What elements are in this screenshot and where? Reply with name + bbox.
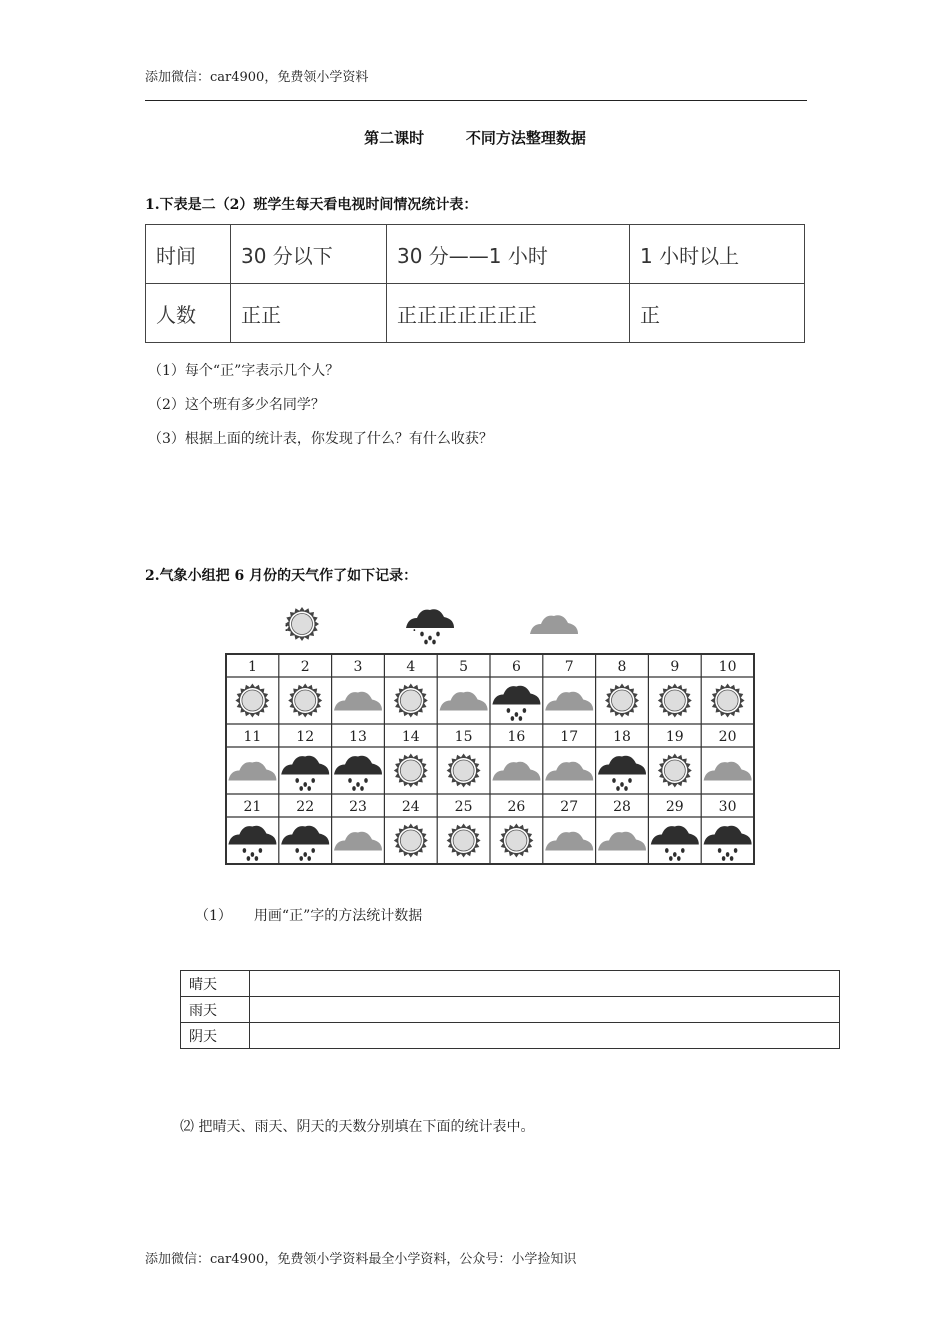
day-number: 29 [665,799,684,815]
sun-icon [285,607,319,641]
q1-sub2: （2）这个班有多少名同学？ [148,397,325,413]
cloud-icon [334,692,382,711]
cloud-icon [228,762,276,781]
day-number: 12 [296,729,315,745]
day-number: 27 [560,799,579,815]
rain-icon [651,826,699,861]
table-row [181,1023,840,1049]
tv-time-table [145,224,805,343]
day-number: 19 [665,729,684,745]
day-number: 20 [718,729,737,745]
day-number: 18 [613,729,631,745]
sun-icon [711,684,745,718]
table-row [146,284,805,343]
cloud-icon [545,762,593,781]
tally-label: 阴天 [181,1023,250,1049]
day-number: 30 [718,799,737,815]
day-number: 9 [670,659,680,675]
q2-prompt: 2.气象小组把 6 月份的天气作了如下记录： [145,568,418,584]
day-number: 1 [247,659,257,675]
sun-icon [288,684,322,718]
rain-icon [598,756,646,791]
sun-icon [235,684,269,718]
day-number: 28 [613,799,631,815]
rain-icon [281,826,329,861]
tally-label: 雨天 [181,997,250,1023]
rain-icon [704,826,752,861]
day-number: 17 [560,729,579,745]
legend-colon: : [284,619,289,635]
day-number: 24 [401,799,420,815]
sun-icon [605,684,639,718]
q1-sub1: （1）每个“正”字表示几个人？ [148,363,340,379]
rain-icon [406,609,454,644]
cloud-icon [545,692,593,711]
header-note: 添加微信：car4900，免费领小学资料 [145,70,369,85]
day-number: 11 [243,729,262,745]
q2-sub2: ⑵ 把晴天、雨天、阴天的天数分别填在下面的统计表中。 [180,1119,535,1135]
day-number: 16 [507,729,526,745]
rain-icon [334,756,382,791]
tally-answer-cell[interactable] [250,1023,840,1049]
sun-icon [658,684,692,718]
tally-cell: 正 [630,284,805,343]
day-number: 15 [454,729,473,745]
rain-icon [492,686,540,721]
day-number: 22 [296,799,315,815]
sun-icon [447,754,481,788]
day-number: 6 [511,659,521,675]
day-number: 26 [507,799,526,815]
day-number: 13 [349,729,367,745]
day-number: 8 [617,659,627,675]
tally-cell: 正正正正正正正 [387,284,630,343]
page-title [0,127,950,148]
q2-sub1 [195,905,422,925]
sun-icon [394,754,428,788]
cloud-icon [440,692,488,711]
day-number: 2 [300,659,310,675]
cloud-icon [704,762,752,781]
day-number: 21 [243,799,262,815]
column-header: 30 分以下 [231,225,387,284]
day-number: 4 [406,659,416,675]
sun-icon [499,824,533,858]
tally-label: 晴天 [181,971,250,997]
cloud-icon [334,832,382,851]
day-number: 14 [401,729,420,745]
tally-cell: 正正 [231,284,387,343]
sun-icon [394,684,428,718]
day-number: 5 [459,659,469,675]
table-row [181,997,840,1023]
q1-sub3: （3）根据上面的统计表，你发现了什么？有什么收获？ [148,431,493,447]
q1-prompt: 1.下表是二（2）班学生每天看电视时间情况统计表： [145,197,478,213]
weather-tally-table [180,970,840,1049]
footer-note: 添加微信：car4900，免费领小学资料最全小学资料，公众号：小学捡知识 [145,1252,577,1267]
column-header: 30 分——1 小时 [387,225,630,284]
day-number: 10 [718,659,737,675]
count-header-cell: 人数 [146,284,231,343]
table-row [181,971,840,997]
sun-icon [658,754,692,788]
lesson-label: 第二课时 [364,129,425,147]
weather-calendar-figure [222,600,762,868]
sun-icon [447,824,481,858]
lesson-topic: 不同方法整理数据 [465,129,586,147]
sun-icon [394,824,428,858]
table-row [146,225,805,284]
column-header: 1 小时以上 [630,225,805,284]
day-number: 23 [349,799,367,815]
rain-icon [228,826,276,861]
day-number: 3 [353,659,363,675]
day-number: 25 [454,799,473,815]
header-divider [145,100,807,101]
cloud-icon [492,762,540,781]
q2-sub1-text: 用画“正”字的方法统计数据 [253,908,423,924]
tally-answer-cell[interactable] [250,997,840,1023]
cloud-icon [545,832,593,851]
time-header-cell: 时间 [146,225,231,284]
tally-answer-cell[interactable] [250,971,840,997]
day-number: 7 [564,659,574,675]
cloud-icon [598,832,646,851]
q2-sub1-number: （1） [195,908,232,924]
rain-icon [281,756,329,791]
